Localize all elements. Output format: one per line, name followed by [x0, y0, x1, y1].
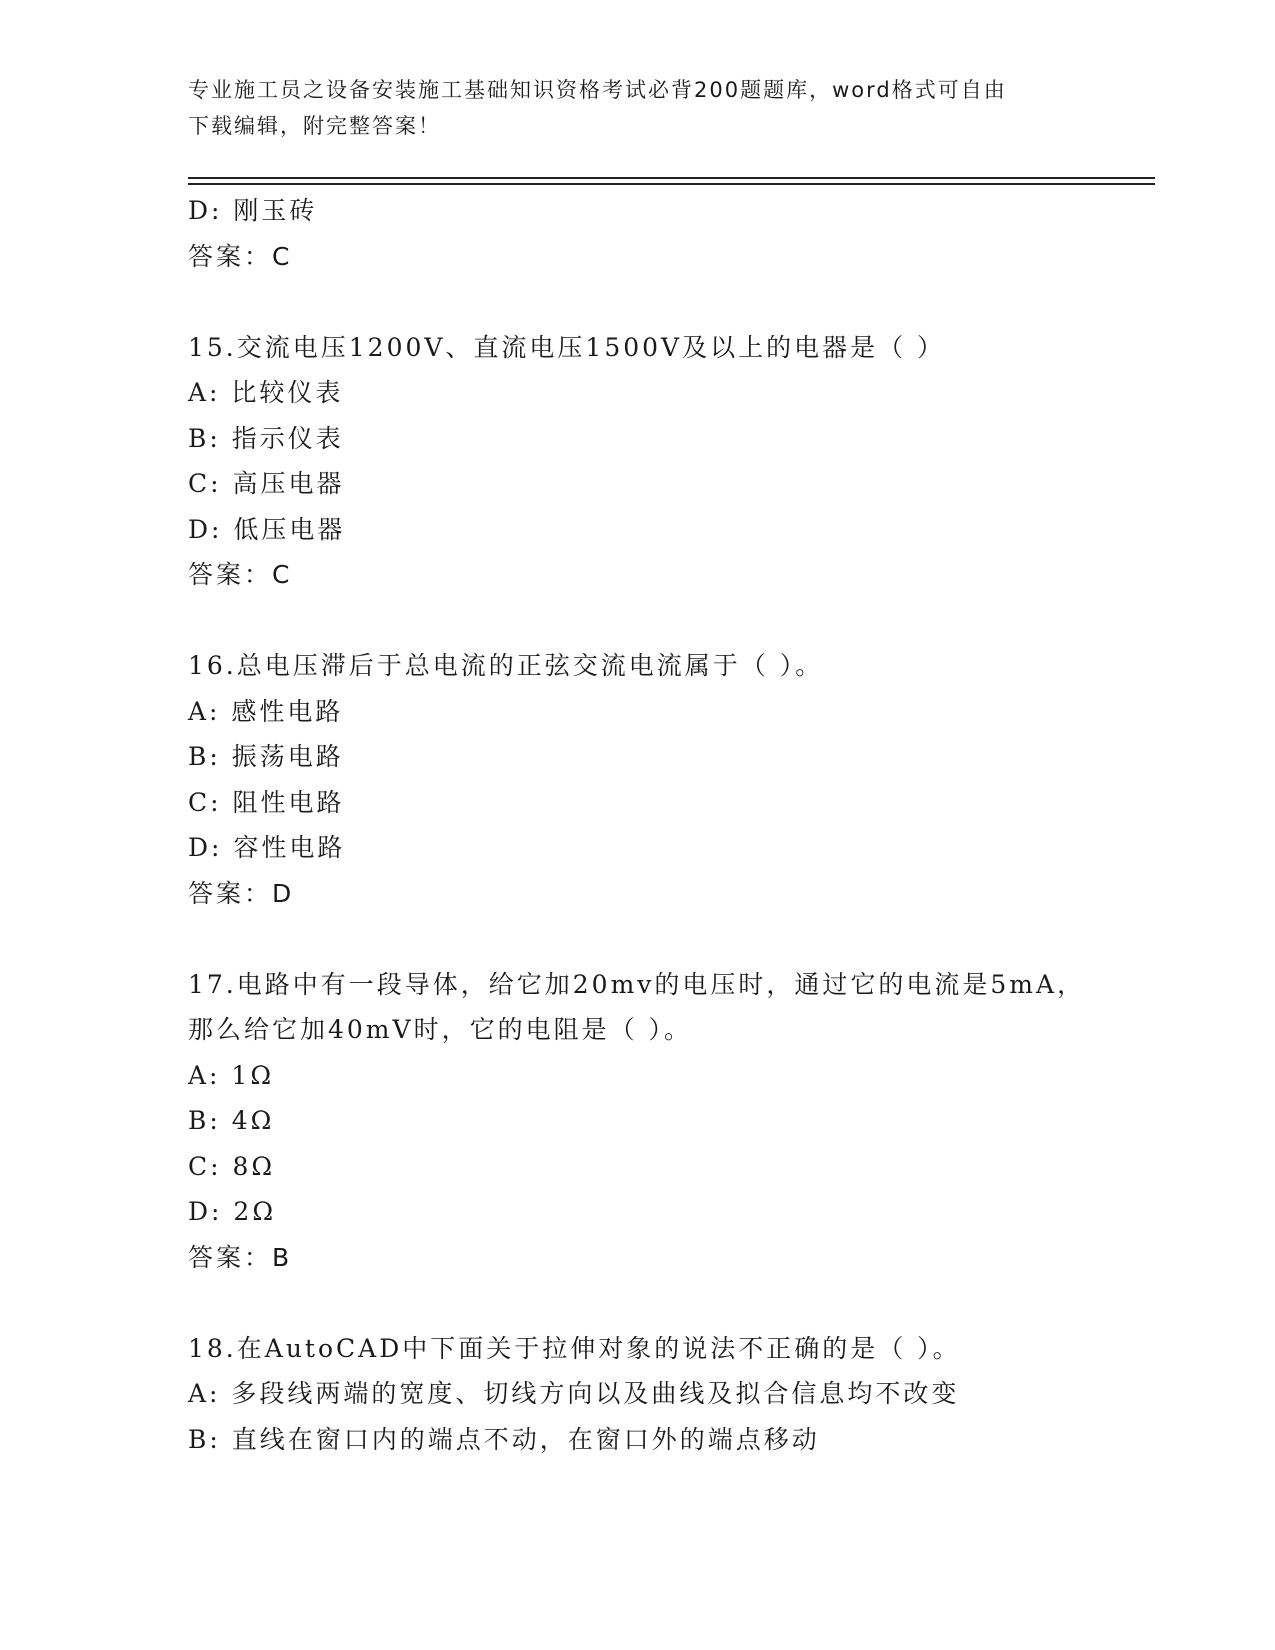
answer-line: 答案：C: [188, 241, 293, 271]
question-list: [188, 188, 1128, 1462]
question-block-15: [188, 325, 1128, 598]
spacer: [188, 279, 1128, 325]
document-header: [188, 72, 1068, 144]
question-block-14: [188, 188, 1128, 279]
question-block-17: [188, 962, 1128, 1281]
header-rule-top: [188, 177, 1155, 179]
answer-line: 答案：C: [188, 560, 293, 589]
option-d: D: 刚玉砖: [188, 196, 318, 225]
question-text-line-1: 17.电路中有一段导体，给它加20mv的电压时，通过它的电流是5mA，: [188, 969, 1086, 999]
option-d: D: 容性电路: [188, 833, 346, 862]
option-a: A: 1Ω: [188, 1060, 275, 1090]
header-rule-bottom: [188, 183, 1155, 185]
question-block-16: [188, 643, 1128, 916]
answer-line: 答案：B: [188, 1242, 293, 1272]
option-c: C: 阻性电路: [188, 787, 345, 817]
option-d: D: 低压电器: [188, 514, 346, 544]
question-block-18: [188, 1326, 1128, 1463]
option-a: A: 多段线两端的宽度、切线方向以及曲线及拟合信息均不改变: [188, 1379, 960, 1408]
answer-line: 答案：D: [188, 878, 295, 908]
option-b: B: 指示仪表: [188, 423, 344, 453]
question-text: 16.总电压滞后于总电流的正弦交流电流属于（ ）。: [188, 651, 824, 680]
option-c: C: 8Ω: [188, 1151, 276, 1181]
option-a: A: 比较仪表: [188, 378, 344, 407]
header-line-2: 下载编辑，附完整答案！: [188, 114, 441, 138]
option-c: C: 高压电器: [188, 469, 345, 498]
option-b: B: 4Ω: [188, 1106, 275, 1135]
question-text-line-2: 那么给它加40mV时，它的电阻是（ ）。: [188, 1015, 693, 1044]
option-a: A: 感性电路: [188, 696, 344, 726]
spacer: [188, 598, 1128, 644]
spacer: [188, 916, 1128, 962]
option-d: D: 2Ω: [188, 1197, 277, 1226]
question-text: 18.在AutoCAD中下面关于拉伸对象的说法不正确的是（ ）。: [188, 1333, 961, 1363]
question-text: 15.交流电压1200V、直流电压1500V及以上的电器是（ ）: [188, 332, 946, 362]
spacer: [188, 1280, 1128, 1326]
header-line-1: 专业施工员之设备安装施工基础知识资格考试必背200题题库，word格式可自由: [188, 78, 1007, 102]
option-b: B: 直线在窗口内的端点不动，在窗口外的端点移动: [188, 1424, 820, 1454]
option-b: B: 振荡电路: [188, 742, 344, 771]
